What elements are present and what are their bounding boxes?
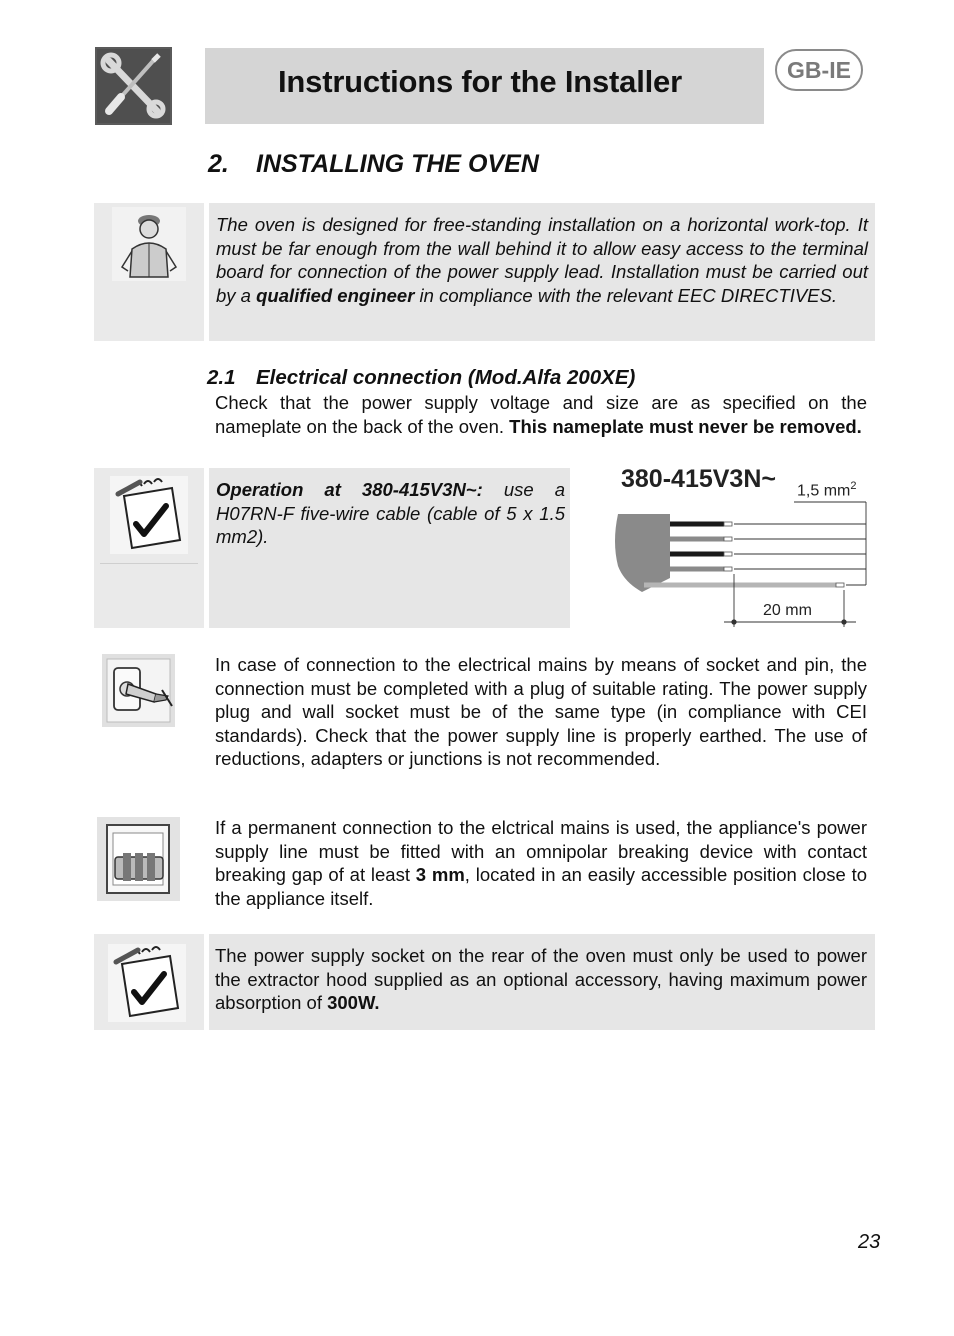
cable-sheath <box>615 514 670 592</box>
hood-icon-panel <box>94 934 204 1030</box>
socket-paragraph: In case of connection to the electrical mains by means of socket and pin, the connection must be completed with a plug of suitable rating. The power supply plug and wall socket must be of the same type (in compliance with CEI standards). Check that the power supply line is properly earthed. The use of reductions, adapters or junctions is not recommended. <box>215 654 867 769</box>
wiring-diagram <box>604 462 874 632</box>
header-logo <box>95 47 172 125</box>
subsection-bold: This nameplate must never be removed. <box>509 415 862 437</box>
breaker-icon-frame <box>97 817 180 901</box>
length-label: 20 mm <box>763 602 812 619</box>
operation-icon-panel <box>94 468 204 628</box>
page-number: 23 <box>858 1231 881 1253</box>
cable-section-value: 1,5 mm <box>797 482 851 500</box>
subsection-text: Check that the power supply voltage and size are as specified on the nameplate on the back of the oven. <box>215 392 867 437</box>
circuit-breaker-icon <box>97 817 180 901</box>
subsection-paragraph <box>215 391 867 438</box>
hood-bold: 300W. <box>327 992 380 1013</box>
subsection-title: Electrical connection (Mod.Alfa 200XE) <box>256 366 636 389</box>
installer-person-icon <box>112 207 186 281</box>
operation-icon-divider <box>100 563 198 564</box>
hood-text: The power supply socket on the rear of the oven must only be used to power the extractor hood supplied as an optional accessory, having maximum power absorption of <box>215 945 867 1013</box>
section-number: 2. <box>208 150 229 178</box>
intro-bold: qualified engineer <box>256 284 415 306</box>
cable-wires <box>644 522 844 587</box>
operation-bold: Operation at 380-415V3N~: <box>216 479 483 500</box>
socket-icon-frame <box>102 654 175 727</box>
permanent-paragraph <box>215 816 867 910</box>
region-badge <box>775 49 863 91</box>
section-title: INSTALLING THE OVEN <box>256 150 539 178</box>
cable-section-sup: 2 <box>850 480 857 492</box>
operation-text: use a H07RN-F five-wire cable (cable of 5 x 1.5 mm2). <box>216 479 565 547</box>
notepad-checkmark-icon <box>110 476 188 554</box>
header-title-bar <box>205 48 764 124</box>
intro-text-panel <box>209 203 875 341</box>
intro-text-1: The oven is designed for free-standing installation on a horizontal work-top. It must be far enough from the wall behind it to allow easy access to the terminal board for connection of the power supply lead. Installation must be carried out by a <box>216 214 868 306</box>
hood-paragraph <box>215 944 867 1015</box>
wrench-screwdriver-icon <box>95 47 172 125</box>
intro-icon-panel <box>94 203 204 341</box>
section-leader-lines <box>734 502 866 585</box>
subsection-number: 2.1 <box>207 366 236 389</box>
voltage-label: 380-415V3N~ <box>621 465 776 493</box>
plug-socket-icon <box>102 654 175 727</box>
region-badge-label: GB-IE <box>787 57 851 83</box>
hood-text-panel <box>209 934 875 1030</box>
permanent-bold: 3 mm <box>415 864 465 885</box>
permanent-text-1: If a permanent connection to the elctrical mains is used, the appliance's power supply line must be fitted with an omnipolar breaking device with contact breaking gap of at least <box>215 817 867 885</box>
operation-paragraph <box>216 478 565 549</box>
page-title: Instructions for the Installer <box>278 64 682 99</box>
intro-paragraph <box>216 213 868 307</box>
intro-text-2: in compliance with the relevant EEC DIRECTIVES. <box>414 284 838 306</box>
cable-drawing <box>604 462 874 632</box>
notepad-checkmark-icon <box>108 944 186 1022</box>
permanent-text-2: , located in an easily accessible position close to the appliance itself. <box>215 864 868 909</box>
operation-text-panel <box>209 468 570 628</box>
